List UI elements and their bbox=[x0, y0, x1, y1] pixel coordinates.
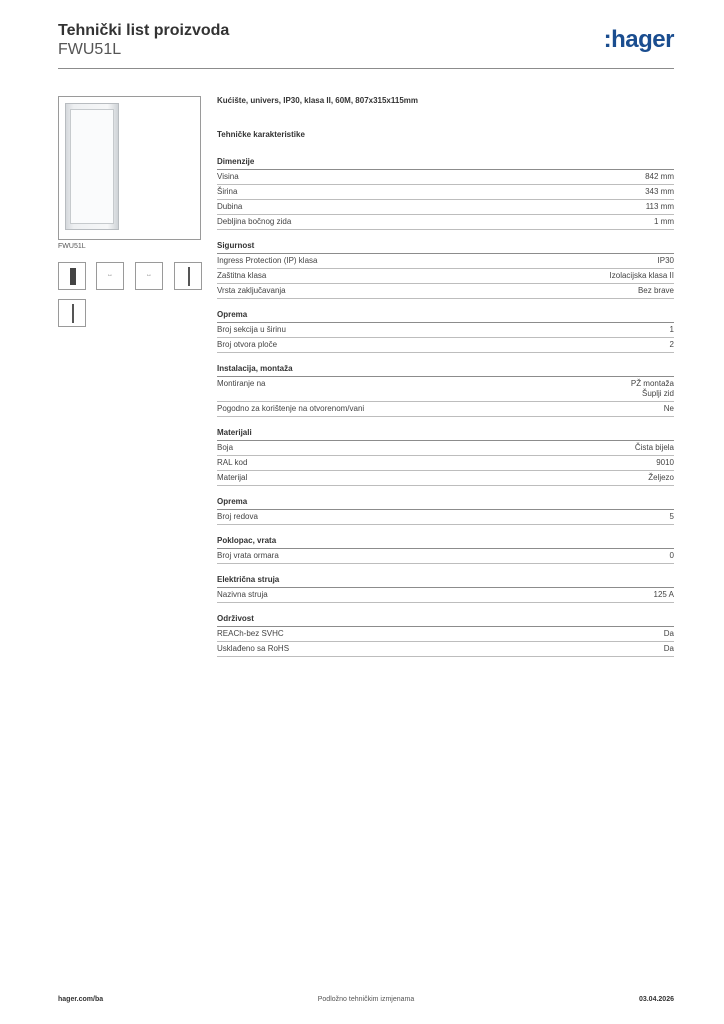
spec-label: Broj vrata ormara bbox=[217, 551, 279, 560]
header-divider bbox=[58, 68, 674, 69]
spec-label: Dubina bbox=[217, 202, 243, 211]
spec-value-line: Bez brave bbox=[637, 286, 674, 295]
spec-label: Broj otvora ploče bbox=[217, 340, 278, 349]
spec-value bbox=[646, 202, 674, 212]
spec-value-line: Šuplji zid bbox=[641, 389, 674, 398]
spec-row bbox=[217, 338, 674, 353]
section-title: Oprema bbox=[217, 496, 674, 510]
spec-value bbox=[656, 458, 674, 468]
spec-section bbox=[217, 156, 674, 230]
section-title: Oprema bbox=[217, 309, 674, 323]
thumbnail-profile-view[interactable] bbox=[58, 299, 86, 327]
spec-row bbox=[217, 510, 674, 525]
spec-value-line: 113 mm bbox=[645, 202, 674, 211]
spec-row bbox=[217, 549, 674, 564]
cabinet-illustration bbox=[65, 103, 119, 230]
footer-website[interactable]: hager.com/ba bbox=[58, 996, 104, 1003]
thumbnail-width-dimension[interactable]: ↔ bbox=[96, 262, 124, 290]
spec-section bbox=[217, 535, 674, 564]
spec-value-line: PŽ montaža bbox=[630, 379, 674, 388]
product-image bbox=[58, 96, 201, 240]
thumbnail-front-view[interactable] bbox=[58, 262, 86, 290]
hager-logo: :hager bbox=[603, 26, 674, 53]
spec-value bbox=[631, 379, 674, 399]
spec-label: Broj sekcija u širinu bbox=[217, 325, 286, 334]
spec-row bbox=[217, 284, 674, 299]
spec-row bbox=[217, 200, 674, 215]
spec-row bbox=[217, 642, 674, 657]
spec-value bbox=[670, 551, 674, 561]
spec-value-line: 0 bbox=[669, 551, 674, 560]
spec-label: Debljina bočnog zida bbox=[217, 217, 292, 226]
spec-row bbox=[217, 441, 674, 456]
spec-value bbox=[670, 512, 674, 522]
spec-section bbox=[217, 309, 674, 353]
spec-value bbox=[664, 644, 674, 654]
thumbnail-side-view[interactable] bbox=[174, 262, 202, 290]
spec-value-line: Željezo bbox=[648, 473, 674, 482]
spec-row bbox=[217, 170, 674, 185]
thumbnail-depth-dimension[interactable]: ↔ bbox=[135, 262, 163, 290]
section-title: Dimenzije bbox=[217, 156, 674, 170]
spec-section bbox=[217, 574, 674, 603]
spec-row bbox=[217, 402, 674, 417]
spec-label: Širina bbox=[217, 187, 238, 196]
spec-value-line: 343 mm bbox=[645, 187, 674, 196]
spec-value-line: Da bbox=[663, 629, 674, 638]
spec-value-line: 5 bbox=[669, 512, 674, 521]
footer-date: 03.04.2026 bbox=[638, 996, 674, 1003]
spec-row bbox=[217, 588, 674, 603]
spec-row bbox=[217, 215, 674, 230]
spec-label: Montiranje na bbox=[217, 379, 266, 388]
spec-section bbox=[217, 496, 674, 525]
section-title: Instalacija, montaža bbox=[217, 363, 674, 377]
product-description: Kućište, univers, IP30, klasa II, 60M, 807x315x115mm bbox=[217, 96, 419, 105]
spec-value bbox=[654, 217, 674, 227]
spec-row bbox=[217, 185, 674, 200]
spec-value-line: 842 mm bbox=[645, 172, 674, 181]
spec-sections bbox=[217, 156, 674, 657]
spec-value bbox=[664, 404, 674, 414]
spec-row bbox=[217, 377, 674, 402]
spec-value bbox=[658, 256, 674, 266]
spec-value bbox=[670, 325, 674, 335]
spec-value bbox=[648, 473, 674, 483]
product-code: FWU51L bbox=[58, 41, 122, 58]
spec-value bbox=[645, 187, 674, 197]
spec-value bbox=[670, 340, 674, 350]
spec-value bbox=[635, 443, 674, 453]
spec-value-line: 125 A bbox=[653, 590, 674, 599]
image-caption: FWU51L bbox=[58, 243, 86, 250]
specifications-panel bbox=[217, 96, 674, 657]
spec-row bbox=[217, 323, 674, 338]
spec-row bbox=[217, 269, 674, 284]
footer-note: Podložno tehničkim izmjenama bbox=[317, 996, 415, 1003]
spec-value-line: 1 mm bbox=[654, 217, 674, 226]
spec-label: RAL kod bbox=[217, 458, 248, 467]
spec-label: Materijal bbox=[217, 473, 248, 482]
spec-value-line: 9010 bbox=[656, 458, 674, 467]
document-title: Tehnički list proizvoda bbox=[58, 22, 230, 39]
spec-label: REACh-bez SVHC bbox=[217, 629, 284, 638]
spec-value-line: 2 bbox=[669, 340, 674, 349]
spec-section bbox=[217, 240, 674, 299]
section-title: Materijali bbox=[217, 427, 674, 441]
document-header bbox=[58, 22, 674, 68]
spec-label: Nazivna struja bbox=[217, 590, 268, 599]
spec-label: Zaštitna klasa bbox=[217, 271, 267, 280]
spec-section bbox=[217, 427, 674, 486]
section-title: Poklopac, vrata bbox=[217, 535, 674, 549]
section-title: Električna struja bbox=[217, 574, 674, 588]
spec-label: Ingress Protection (IP) klasa bbox=[217, 256, 318, 265]
spec-row bbox=[217, 254, 674, 269]
spec-value bbox=[664, 629, 674, 639]
spec-value-line: Ne bbox=[663, 404, 674, 413]
spec-value bbox=[610, 271, 674, 281]
spec-value-line: IP30 bbox=[657, 256, 674, 265]
spec-value-line: Da bbox=[663, 644, 674, 653]
spec-label: Vrsta zaključavanja bbox=[217, 286, 286, 295]
spec-value-line: 1 bbox=[669, 325, 674, 334]
technical-characteristics-heading: Tehničke karakteristike bbox=[217, 130, 305, 139]
spec-row bbox=[217, 627, 674, 642]
spec-value bbox=[645, 172, 674, 182]
spec-label: Usklađeno sa RoHS bbox=[217, 644, 290, 653]
spec-label: Pogodno za korištenje na otvorenom/vani bbox=[217, 404, 365, 413]
spec-label: Visina bbox=[217, 172, 239, 181]
spec-label: Broj redova bbox=[217, 512, 258, 521]
spec-section bbox=[217, 363, 674, 417]
spec-row bbox=[217, 471, 674, 486]
spec-label: Boja bbox=[217, 443, 234, 452]
spec-value-line: Čista bijela bbox=[634, 443, 674, 452]
section-title: Održivost bbox=[217, 613, 674, 627]
spec-row bbox=[217, 456, 674, 471]
spec-section bbox=[217, 613, 674, 657]
section-title: Sigurnost bbox=[217, 240, 674, 254]
spec-value bbox=[638, 286, 674, 296]
spec-value-line: Izolacijska klasa II bbox=[609, 271, 674, 280]
spec-value bbox=[654, 590, 674, 600]
